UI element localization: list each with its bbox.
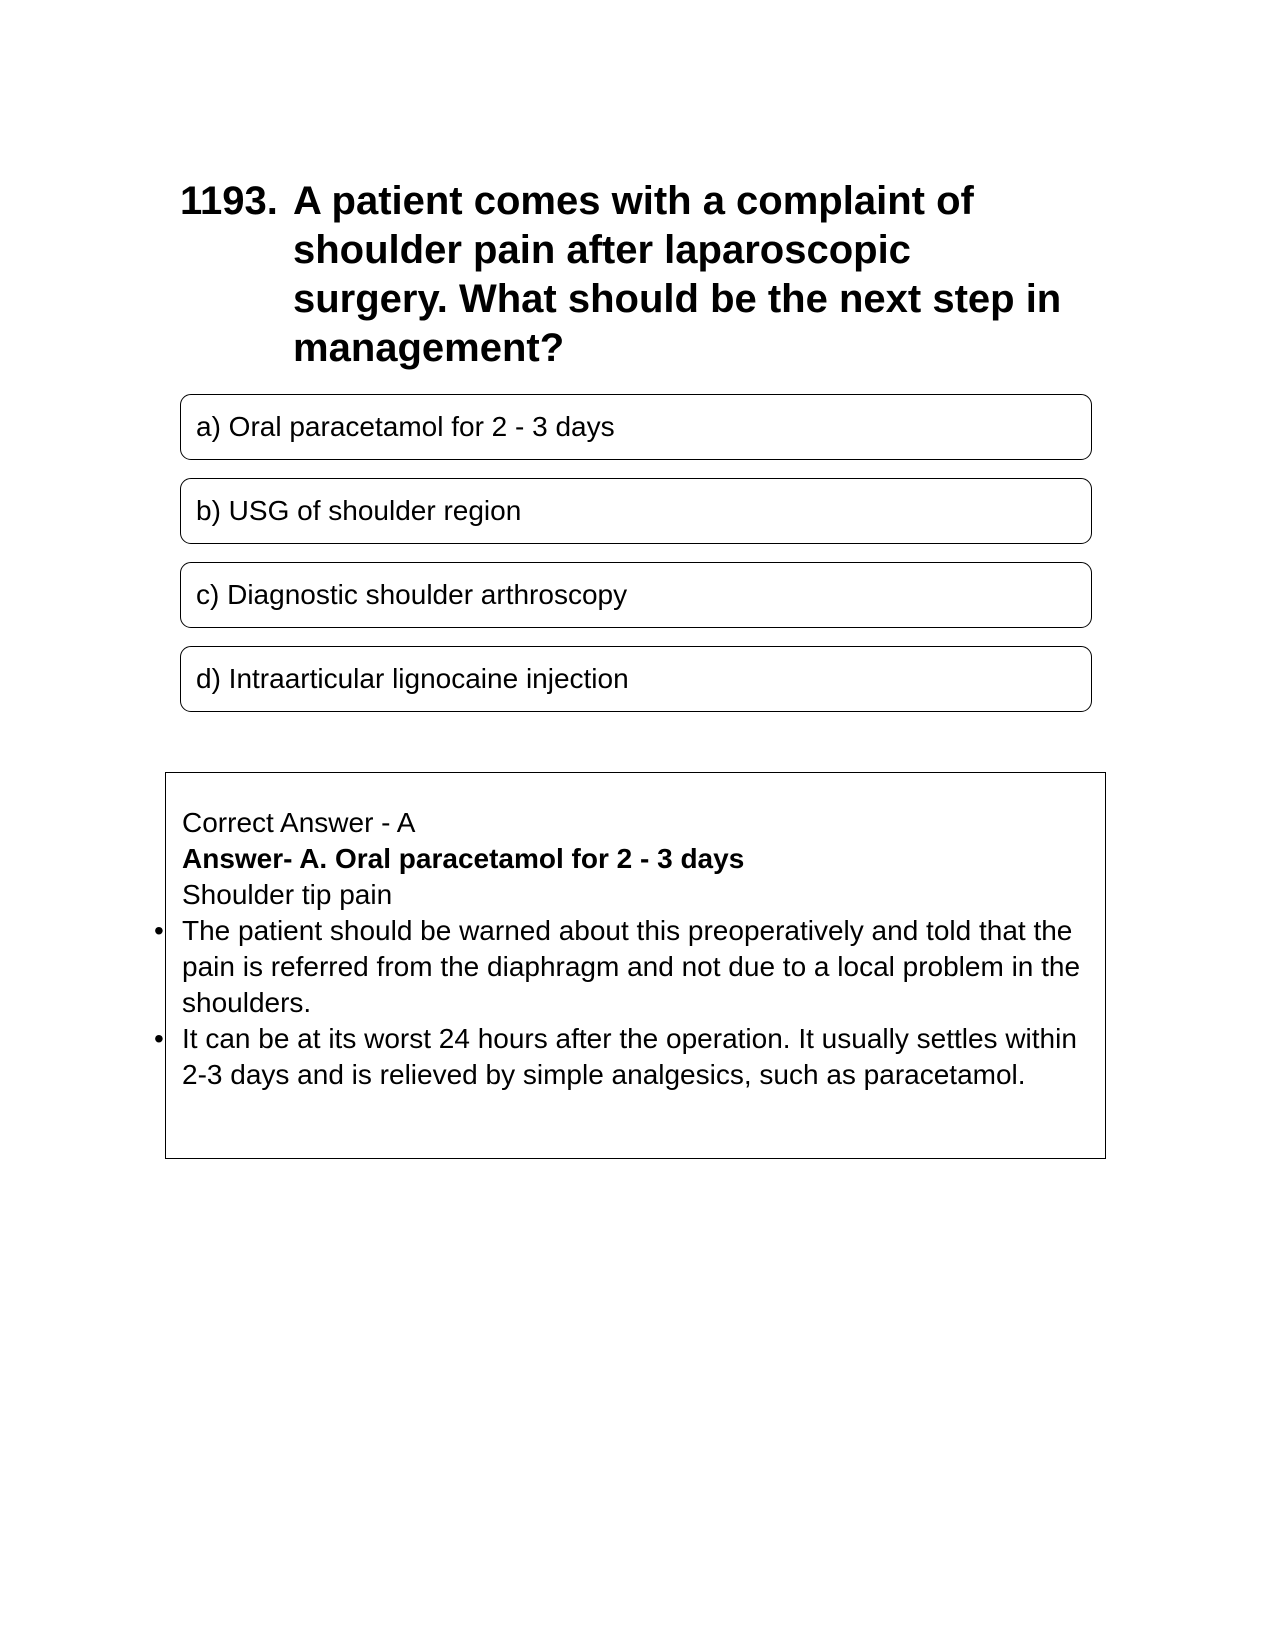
explanation-bullet-item [154, 913, 1097, 1021]
bullet-icon: • [154, 1023, 164, 1054]
option-c[interactable]: c) Diagnostic shoulder arthroscopy [180, 562, 1092, 628]
explanation-bullet-item [154, 1021, 1097, 1093]
answer-content [154, 805, 1097, 1093]
explanation-bullet-text: The patient should be warned about this preoperatively and told that the pain is referred from the diaphragm and not due to a local problem in the shoulders. [182, 915, 1081, 1018]
answer-explanation-box [154, 772, 1106, 1159]
answer-heading: Answer- A. Oral paracetamol for 2 - 3 days [182, 843, 745, 874]
question-text: A patient comes with a complaint of shoulder pain after laparoscopic surgery. What should be the next step in management? [293, 179, 1062, 370]
correct-answer-label: Correct Answer - A [182, 807, 416, 838]
answer-subheading: Shoulder tip pain [182, 879, 393, 910]
option-d[interactable]: d) Intraarticular lignocaine injection [180, 646, 1092, 712]
explanation-bullet-text: It can be at its worst 24 hours after the operation. It usually settles within 2-3 days and is relieved by simple analgesics, such as paracetamol. [182, 1023, 1077, 1090]
question [180, 177, 1080, 373]
bullet-icon: • [154, 915, 164, 946]
question-number: 1193. [180, 179, 278, 223]
option-b[interactable]: b) USG of shoulder region [180, 478, 1092, 544]
option-a[interactable]: a) Oral paracetamol for 2 - 3 days [180, 394, 1092, 460]
